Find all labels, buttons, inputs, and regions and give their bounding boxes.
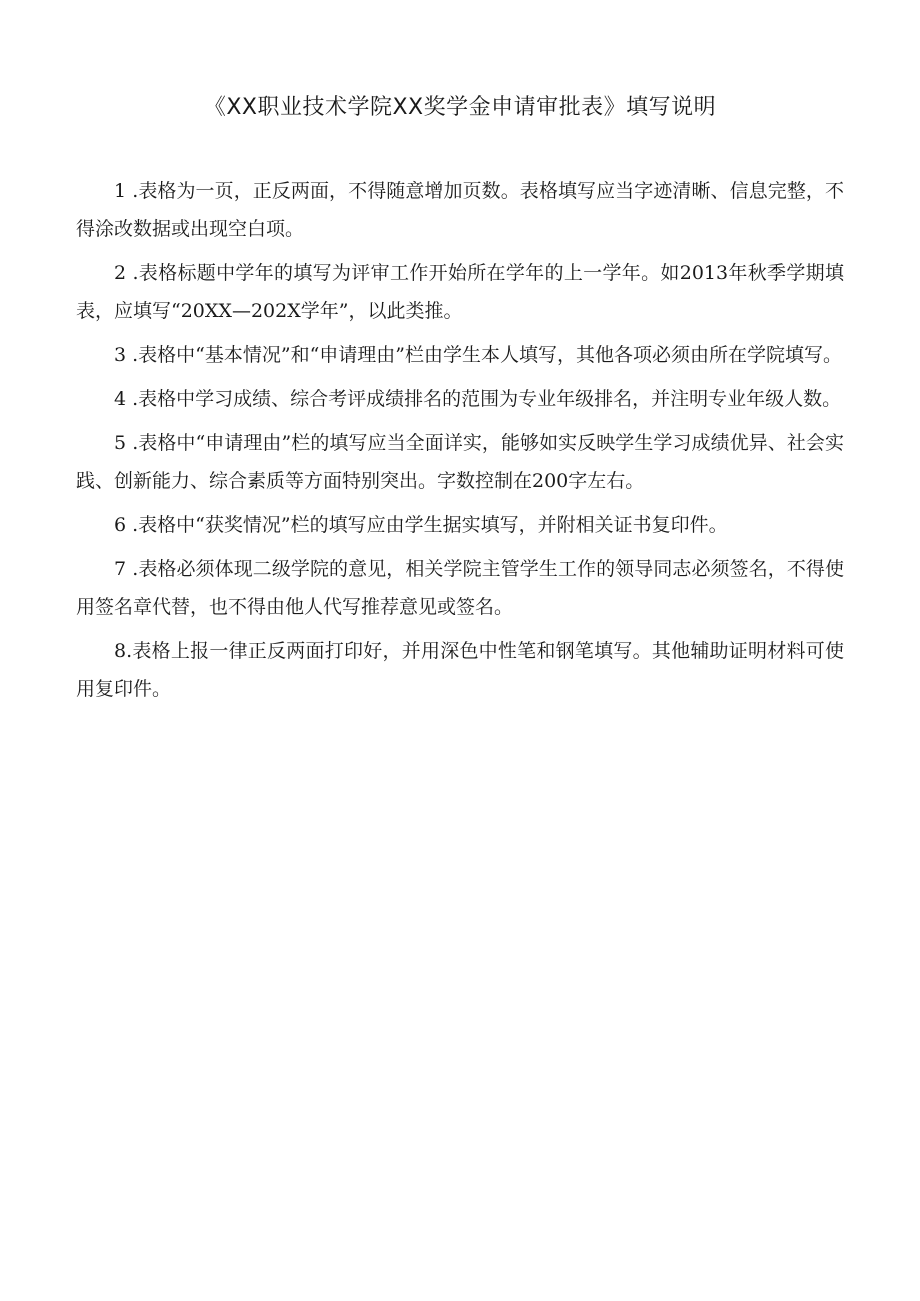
instruction-item-3: 3 .表格中“基本情况”和“申请理由”栏由学生本人填写，其他各项必须由所在学院填写。 [114,344,843,366]
instruction-item-4: 4 .表格中学习成绩、综合考评成绩排名的范围为专业年级排名，并注明专业年级人数。 [114,388,842,410]
instruction-item-7: 7 .表格必须体现二级学院的意见，相关学院主管学生工作的领导同志必须签名，不得使用签名章代替，也不得由他人代写推荐意见或签名。 [76,558,844,618]
instructions-list [76,172,844,714]
document-title: 《XX职业技术学院XX奖学金申请审批表》填写说明 [203,95,717,120]
instruction-item-2: 2 .表格标题中学年的填写为评审工作开始所在学年的上一学年。如2013年秋季学期填表，应填写“20XX—202X学年”，以此类推。 [76,262,844,322]
instruction-item-6: 6 .表格中“获奖情况”栏的填写应由学生据实填写，并附相关证书复印件。 [114,514,728,536]
instruction-item-1: 1 .表格为一页，正反两面，不得随意增加页数。表格填写应当字迹清晰、信息完整，不得涂改数据或出现空白项。 [76,180,844,240]
instruction-item-5: 5 .表格中“申请理由”栏的填写应当全面详实，能够如实反映学生学习成绩优异、社会实践、创新能力、综合素质等方面特别突出。字数控制在200字左右。 [76,432,844,492]
instruction-item-8: 8.表格上报一律正反两面打印好，并用深色中性笔和钢笔填写。其他辅助证明材料可使用复印件。 [76,640,844,700]
